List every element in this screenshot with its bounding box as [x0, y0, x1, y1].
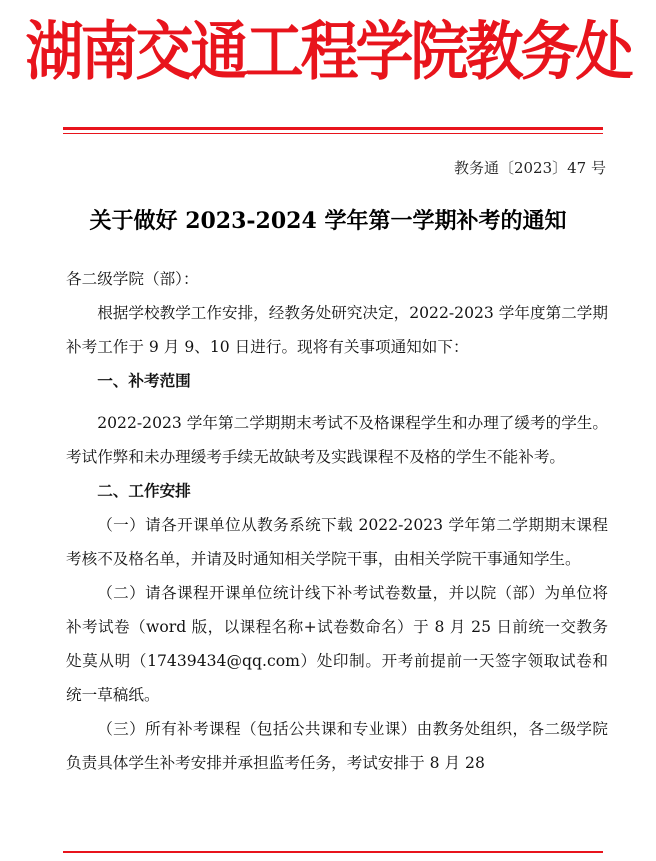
salutation: 各二级学院（部）：: [66, 270, 199, 288]
arrangement-item-2: （二）请各课程开课单位统计线下补考试卷数量，并以院（部）为单位将补考试卷（word 版，以课程名称+试卷数命名）于 8 月 25 日前统一交教务处莫从明（17439434@qq.com）处印制。开考前提前一天签字领取试卷和统一草稿纸。: [66, 584, 608, 704]
notice-body: [66, 262, 608, 780]
document-number: 教务通〔2023〕47 号: [453, 159, 606, 177]
arrangement-item-1: （一）请各开课单位从教务系统下载 2022-2023 学年第二学期期末课程考核不及格名单，并请及时通知相关学院干事，由相关学院干事通知学生。: [66, 516, 608, 568]
section-heading-scope: 一、补考范围: [97, 372, 191, 390]
scope-paragraph: 2022-2023 学年第二学期期末考试不及格课程学生和办理了缓考的学生。考试作弊和未办理缓考手续无故缺考及实践课程不及格的学生不能补考。: [66, 414, 608, 466]
header-divider-thick: [63, 127, 603, 130]
notice-title: 关于做好 2023-2024 学年第一学期补考的通知: [89, 208, 567, 234]
footer-divider: [63, 851, 603, 853]
intro-paragraph: 根据学校教学工作安排，经教务处研究决定，2022-2023 学年度第二学期补考工作于 9 月 9、10 日进行。现将有关事项通知如下：: [66, 304, 608, 356]
header-divider-thin: [63, 133, 603, 134]
issuer-masthead: 湖南交通工程学院教务处: [25, 14, 631, 89]
section-heading-arrangement: 二、工作安排: [97, 482, 191, 500]
spacer: [66, 398, 608, 406]
arrangement-item-3: （三）所有补考课程（包括公共课和专业课）由教务处组织，各二级学院负责具体学生补考安排并承担监考任务，考试安排于 8 月 28: [66, 720, 608, 772]
